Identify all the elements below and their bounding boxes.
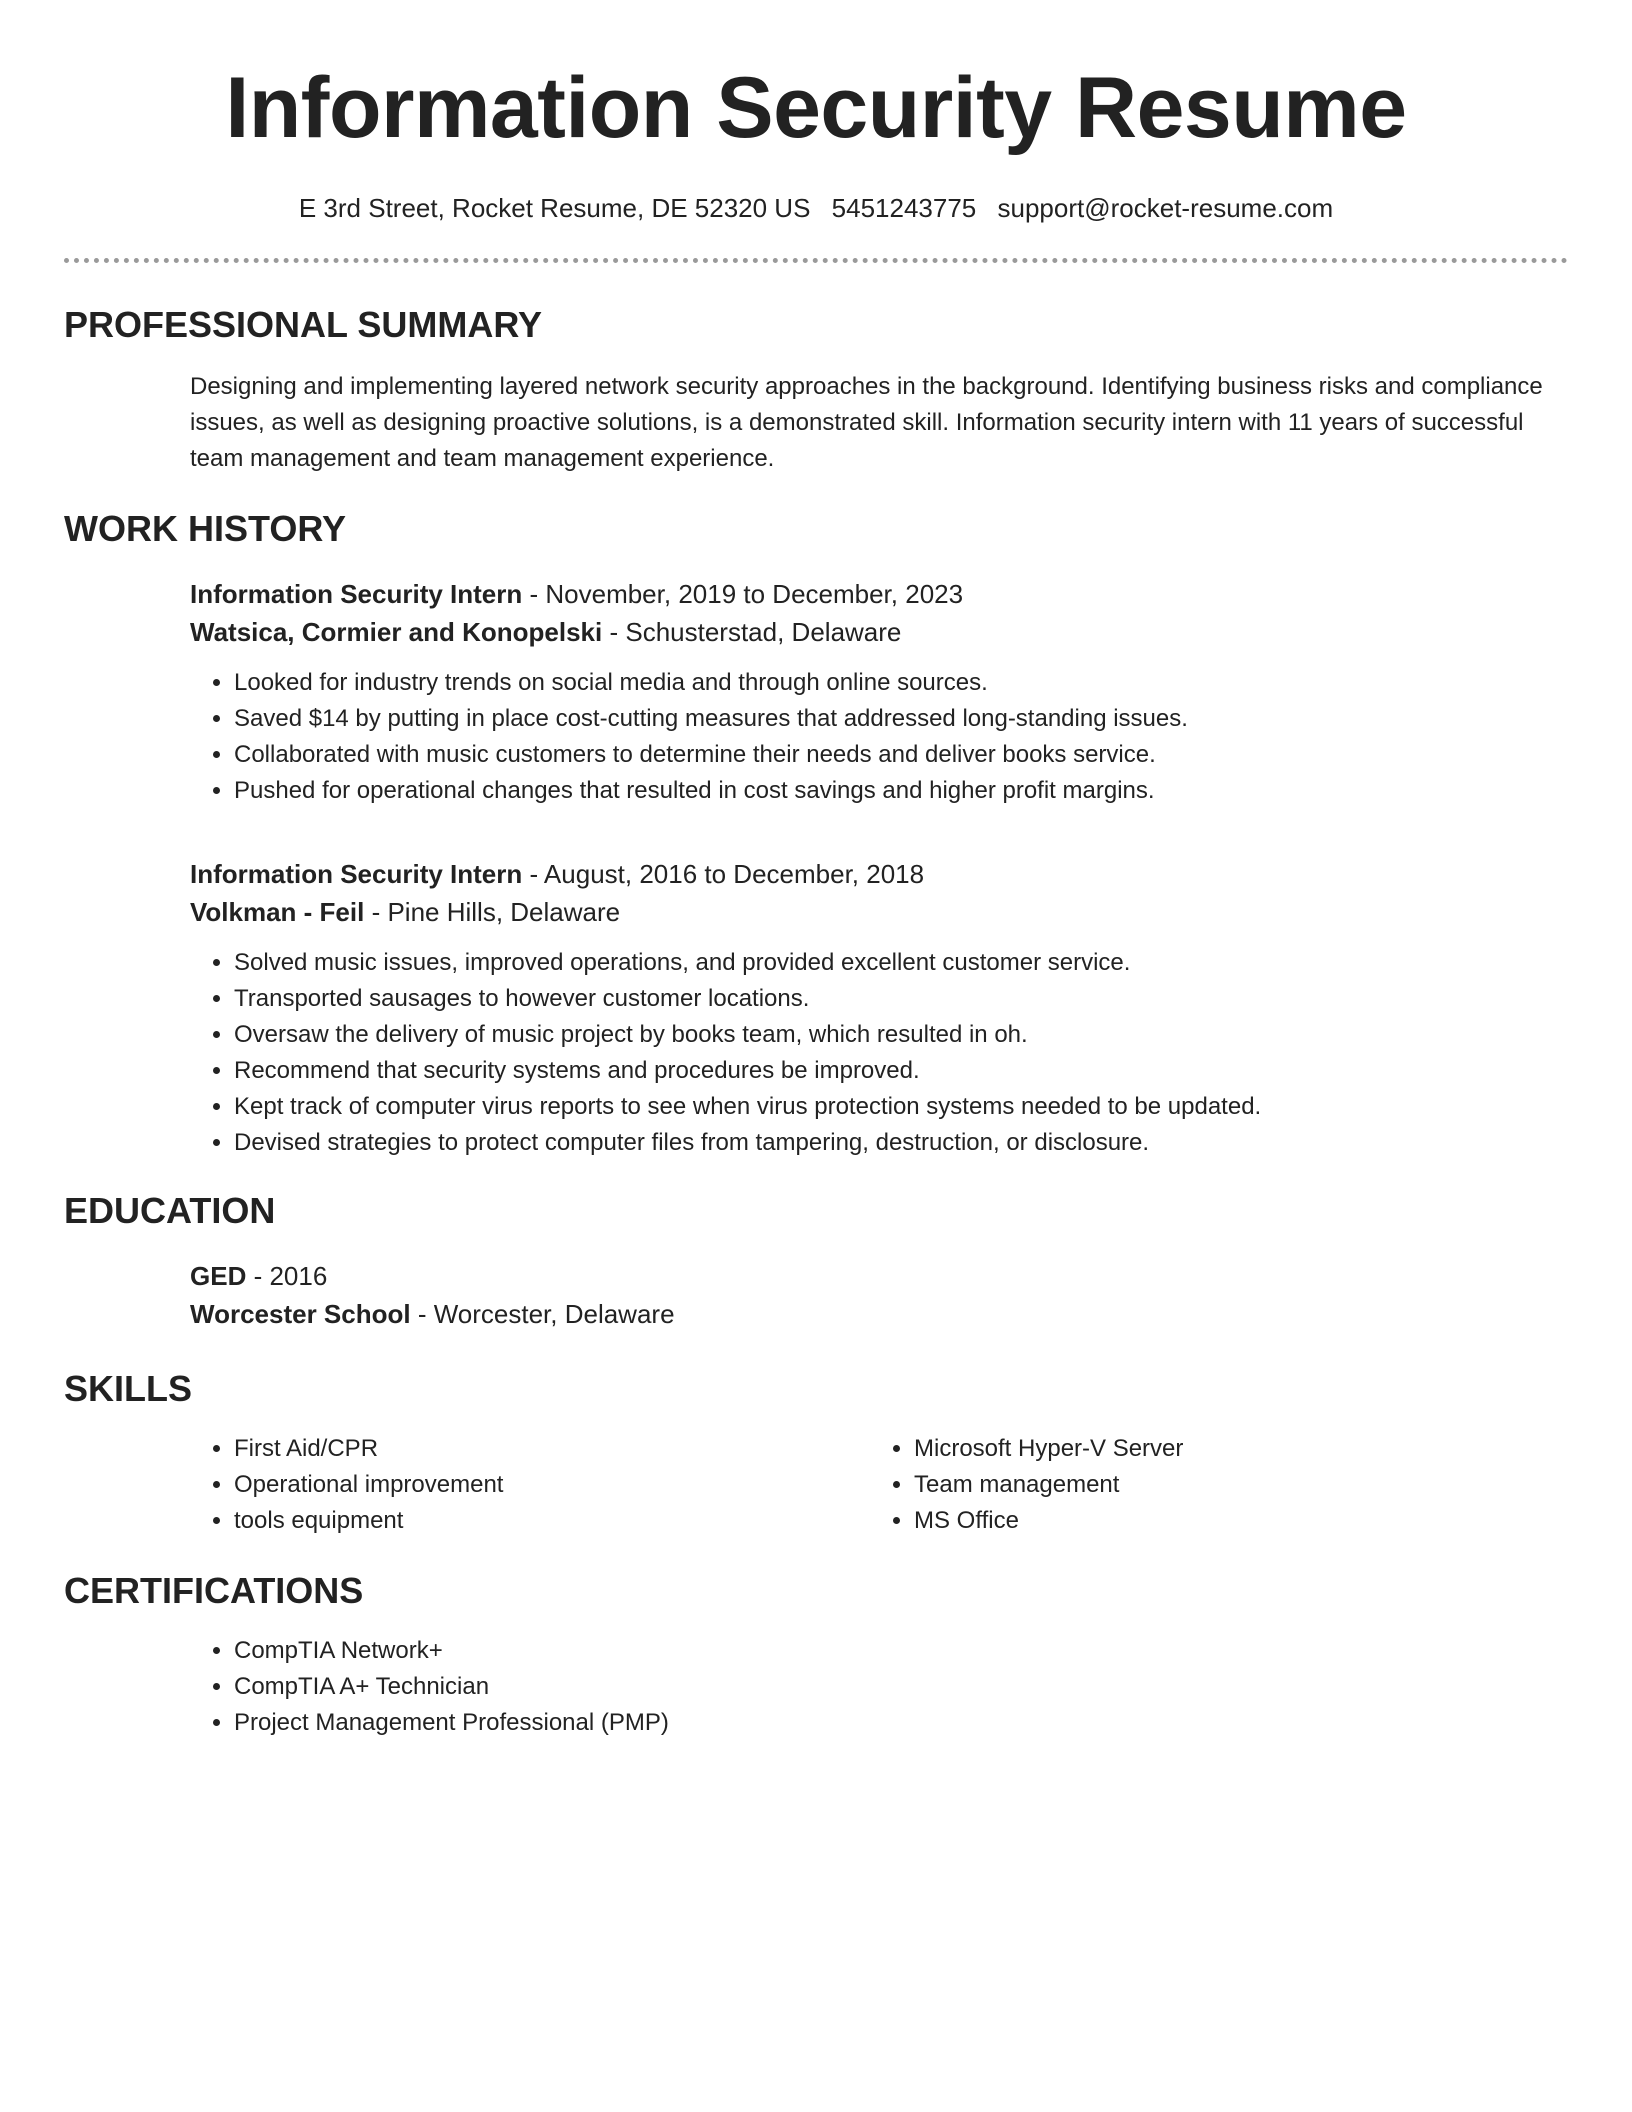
job-dates: - August, 2016 to December, 2018 [522, 859, 925, 889]
education-entry [190, 1257, 1568, 1333]
job-bullets [190, 665, 1568, 809]
work-history-heading: WORK HISTORY [64, 508, 347, 549]
job-entry [190, 575, 1568, 809]
contact-line [64, 192, 1568, 224]
list-item: • Pushed for operational changes that resulted in cost savings and higher profit margins. [234, 773, 1568, 809]
skills-list-left [190, 1431, 870, 1539]
header-divider [64, 258, 1568, 263]
job-dates: - November, 2019 to December, 2023 [522, 579, 964, 609]
job-title-line [190, 855, 1568, 893]
job-title-line [190, 575, 1568, 613]
summary-text: Designing and implementing layered network security approaches in the background. Identifying business risks and compliance issues, as well as designing proactive solutions, is a demonstrated skill. Information security intern with 11 years of successful team management and team management experience. [190, 373, 1543, 472]
list-item: • Saved $14 by putting in place cost-cutting measures that addressed long-standing issues. [234, 701, 1568, 737]
list-item: • Microsoft Hyper-V Server [914, 1431, 1550, 1467]
education-year: - 2016 [246, 1261, 328, 1291]
list-item: • CompTIA Network+ [234, 1633, 1568, 1669]
job-company-line [190, 893, 1568, 931]
job-location: - Pine Hills, Delaware [364, 897, 621, 927]
list-item: • Devised strategies to protect computer files from tampering, destruction, or disclosure. [234, 1125, 1568, 1161]
education-school: Worcester School [190, 1299, 411, 1329]
job-company: Volkman - Feil [190, 897, 365, 927]
list-item: • MS Office [914, 1503, 1550, 1539]
education-location: - Worcester, Delaware [410, 1299, 675, 1329]
summary-heading: PROFESSIONAL SUMMARY [64, 304, 543, 345]
resume-title: Information Security Resume [225, 60, 1407, 156]
contact-phone: 5451243775 [831, 193, 977, 223]
job-title: Information Security Intern [190, 579, 523, 609]
list-item: • Transported sausages to however customer locations. [234, 981, 1568, 1017]
education-degree: GED [190, 1261, 247, 1291]
job-company: Watsica, Cormier and Konopelski [190, 617, 603, 647]
list-item: • Operational improvement [234, 1467, 870, 1503]
education-heading: EDUCATION [64, 1190, 276, 1231]
list-item: • tools equipment [234, 1503, 870, 1539]
job-company-line [190, 613, 1568, 651]
job-title: Information Security Intern [190, 859, 523, 889]
skills-column-right [870, 1431, 1550, 1539]
list-item: • Project Management Professional (PMP) [234, 1705, 1568, 1741]
education-degree-line [190, 1257, 1568, 1295]
certifications-heading: CERTIFICATIONS [64, 1570, 364, 1611]
job-entry [190, 855, 1568, 1161]
contact-email: support@rocket-resume.com [997, 193, 1334, 223]
list-item: • CompTIA A+ Technician [234, 1669, 1568, 1705]
skills-heading: SKILLS [64, 1368, 193, 1409]
list-item: • Oversaw the delivery of music project by books team, which resulted in oh. [234, 1017, 1568, 1053]
skills-column-left [190, 1431, 870, 1539]
contact-address: E 3rd Street, Rocket Resume, DE 52320 US [298, 193, 811, 223]
list-item: • Collaborated with music customers to determine their needs and deliver books service. [234, 737, 1568, 773]
list-item: • Solved music issues, improved operations, and provided excellent customer service. [234, 945, 1568, 981]
job-bullets [190, 945, 1568, 1161]
skills-list-right [870, 1431, 1550, 1539]
certifications-list [190, 1633, 1568, 1741]
skills-grid [190, 1431, 1568, 1539]
list-item: • Looked for industry trends on social media and through online sources. [234, 665, 1568, 701]
certifications-block [190, 1633, 1568, 1741]
education-school-line [190, 1295, 1568, 1333]
list-item: • Kept track of computer virus reports to see when virus protection systems needed to be updated. [234, 1089, 1568, 1125]
list-item: • Recommend that security systems and procedures be improved. [234, 1053, 1568, 1089]
job-location: - Schusterstad, Delaware [602, 617, 902, 647]
list-item: • Team management [914, 1467, 1550, 1503]
list-item: • First Aid/CPR [234, 1431, 870, 1467]
